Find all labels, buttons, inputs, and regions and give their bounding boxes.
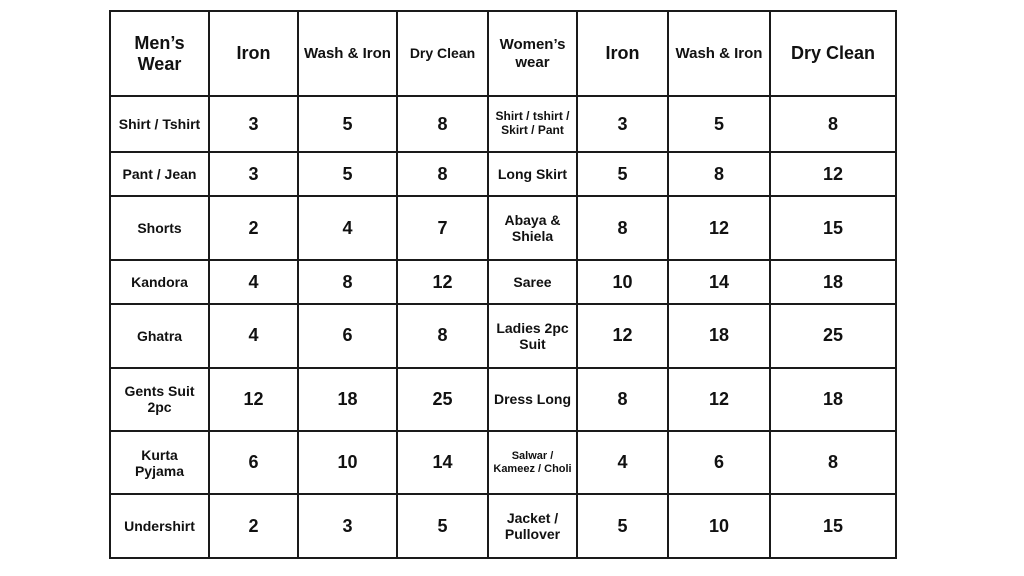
women-iron-price: 10 — [577, 260, 668, 304]
men-item: Shorts — [110, 196, 209, 259]
men-wash-iron-price: 8 — [298, 260, 397, 304]
women-iron-price: 3 — [577, 96, 668, 152]
men-wash-iron-price: 3 — [298, 494, 397, 558]
women-dry-clean-price: 18 — [770, 260, 896, 304]
men-iron-price: 6 — [209, 431, 298, 494]
women-item: Shirt / tshirt / Skirt / Pant — [488, 96, 577, 152]
men-dry-clean-price: 14 — [397, 431, 488, 494]
men-iron-price: 2 — [209, 196, 298, 259]
men-iron-price: 3 — [209, 96, 298, 152]
men-wash-iron-price: 10 — [298, 431, 397, 494]
table-row — [110, 368, 896, 431]
women-wash-iron-price: 5 — [668, 96, 770, 152]
women-dry-clean-price: 12 — [770, 152, 896, 196]
women-iron-price: 8 — [577, 196, 668, 259]
women-item: Salwar / Kameez / Choli — [488, 431, 577, 494]
women-wash-iron-price: 18 — [668, 304, 770, 367]
women-iron-price: 5 — [577, 152, 668, 196]
men-wash-iron-price: 5 — [298, 152, 397, 196]
header-women-iron: Iron — [577, 11, 668, 96]
header-row — [110, 11, 896, 96]
men-item: Undershirt — [110, 494, 209, 558]
men-item: Gents Suit 2pc — [110, 368, 209, 431]
women-wash-iron-price: 14 — [668, 260, 770, 304]
women-wash-iron-price: 10 — [668, 494, 770, 558]
men-iron-price: 3 — [209, 152, 298, 196]
women-item: Dress Long — [488, 368, 577, 431]
men-item: Kandora — [110, 260, 209, 304]
table-row — [110, 196, 896, 259]
table-row — [110, 96, 896, 152]
women-wash-iron-price: 12 — [668, 196, 770, 259]
women-item: Abaya & Shiela — [488, 196, 577, 259]
women-item: Jacket / Pullover — [488, 494, 577, 558]
men-item: Pant / Jean — [110, 152, 209, 196]
table-row — [110, 260, 896, 304]
header-women-dry-clean: Dry Clean — [770, 11, 896, 96]
table-row — [110, 304, 896, 367]
table-row — [110, 494, 896, 558]
men-dry-clean-price: 8 — [397, 304, 488, 367]
men-item: Shirt / Tshirt — [110, 96, 209, 152]
men-iron-price: 12 — [209, 368, 298, 431]
women-dry-clean-price: 15 — [770, 494, 896, 558]
men-dry-clean-price: 8 — [397, 152, 488, 196]
header-women-wash-iron: Wash & Iron — [668, 11, 770, 96]
men-iron-price: 4 — [209, 260, 298, 304]
women-iron-price: 8 — [577, 368, 668, 431]
men-dry-clean-price: 25 — [397, 368, 488, 431]
men-iron-price: 4 — [209, 304, 298, 367]
men-dry-clean-price: 8 — [397, 96, 488, 152]
men-dry-clean-price: 5 — [397, 494, 488, 558]
women-iron-price: 4 — [577, 431, 668, 494]
men-iron-price: 2 — [209, 494, 298, 558]
header-womens-wear: Women’s wear — [488, 11, 577, 96]
price-table — [109, 10, 897, 559]
table-row — [110, 152, 896, 196]
table-row — [110, 431, 896, 494]
men-wash-iron-price: 6 — [298, 304, 397, 367]
women-dry-clean-price: 18 — [770, 368, 896, 431]
women-iron-price: 5 — [577, 494, 668, 558]
women-dry-clean-price: 8 — [770, 96, 896, 152]
men-item: Kurta Pyjama — [110, 431, 209, 494]
women-dry-clean-price: 25 — [770, 304, 896, 367]
men-item: Ghatra — [110, 304, 209, 367]
men-dry-clean-price: 12 — [397, 260, 488, 304]
men-wash-iron-price: 4 — [298, 196, 397, 259]
header-men-iron: Iron — [209, 11, 298, 96]
women-wash-iron-price: 6 — [668, 431, 770, 494]
women-wash-iron-price: 8 — [668, 152, 770, 196]
header-men-dry-clean: Dry Clean — [397, 11, 488, 96]
women-item: Saree — [488, 260, 577, 304]
men-wash-iron-price: 5 — [298, 96, 397, 152]
header-men-wash-iron: Wash & Iron — [298, 11, 397, 96]
women-dry-clean-price: 8 — [770, 431, 896, 494]
men-wash-iron-price: 18 — [298, 368, 397, 431]
women-item: Long Skirt — [488, 152, 577, 196]
men-dry-clean-price: 7 — [397, 196, 488, 259]
women-iron-price: 12 — [577, 304, 668, 367]
women-item: Ladies 2pc Suit — [488, 304, 577, 367]
women-wash-iron-price: 12 — [668, 368, 770, 431]
header-mens-wear: Men’s Wear — [110, 11, 209, 96]
women-dry-clean-price: 15 — [770, 196, 896, 259]
